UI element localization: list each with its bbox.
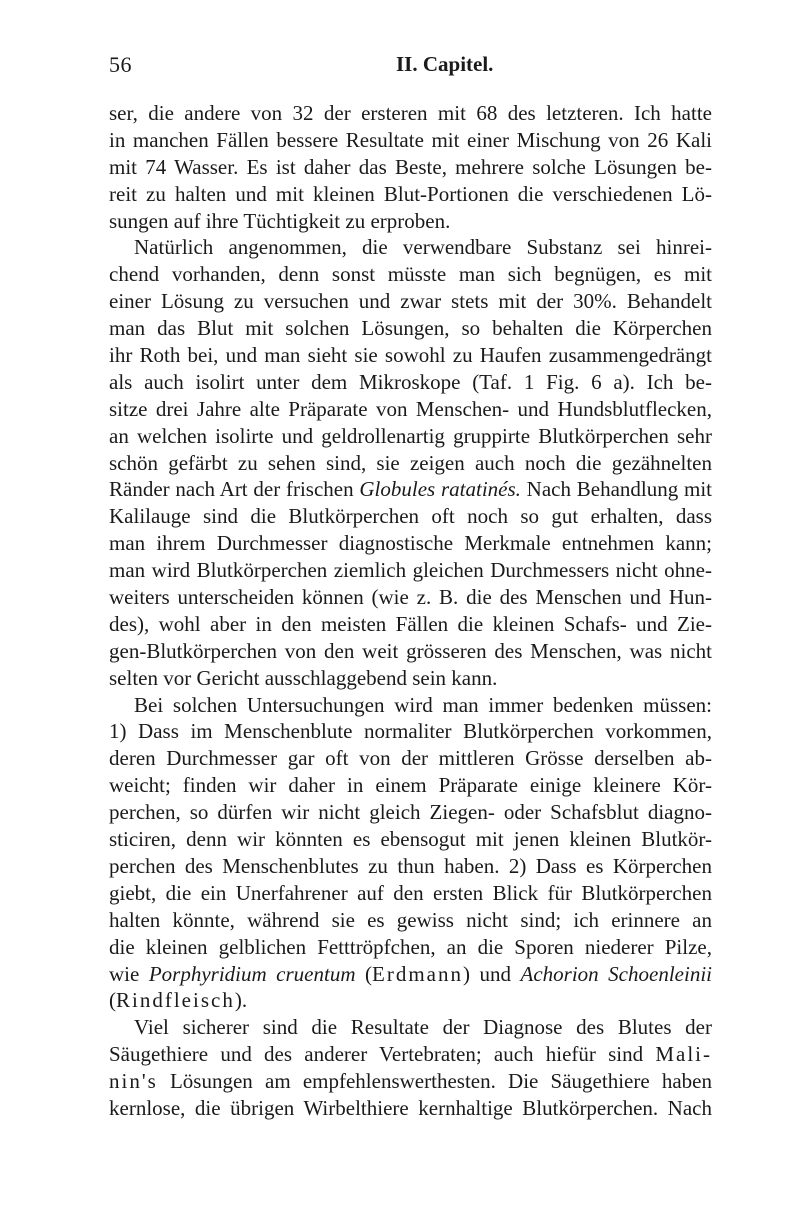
text-line (109, 799, 712, 826)
text-line (109, 1014, 712, 1041)
text-run: mit 74 Wasser. Es ist daher das Beste, mehrere solche Lösungen be- (109, 154, 712, 179)
running-head: II. Capitel. (396, 52, 494, 76)
text-run: sungen auf ihre Tüchtigkeit zu erproben. (109, 208, 451, 233)
italic-text: Globules ratatinés. (359, 477, 521, 502)
text-run: schön gefärbt zu sehen sind, sie zeigen auch noch die gezähnelten (109, 450, 712, 475)
text-line (109, 638, 712, 665)
text-run: gen-Blutkörperchen von den weit grösseren des Menschen, was nicht (109, 638, 712, 663)
italic-text: Porphyridium cruentum (148, 961, 356, 986)
text-run: kernlose, die übrigen Wirbelthiere kernhaltige Blutkörperchen. Nach (109, 1095, 712, 1120)
text-run: sitze drei Jahre alte Präparate von Menschen- und Hundsblutflecken, (109, 396, 712, 421)
text-run: man ihrem Durchmesser diagnostische Merkmale entnehmen kann; (109, 531, 712, 556)
text-line (109, 261, 712, 288)
text-run: weiters unterscheiden können (wie z. B. die des Menschen und Hun- (109, 585, 712, 610)
text-run: Nach Behandlung mit (520, 477, 712, 502)
text-run: deren Durchmesser gar oft von der mittleren Grösse derselben ab- (109, 746, 712, 771)
text-run: ) und (463, 961, 521, 986)
text-line (109, 476, 712, 503)
text-run: wie (109, 961, 149, 986)
italic-text: Achorion Schoenleinii (520, 961, 712, 986)
text-run: an welchen isolirte und geldrollenartig gruppirte Blutkörperchen sehr (109, 423, 712, 448)
text-line (109, 987, 712, 1014)
spaced-name: Rindfleisch (116, 988, 235, 1013)
text-line (109, 342, 712, 369)
text-run: ( (109, 988, 116, 1013)
text-line (109, 369, 712, 396)
text-line (109, 557, 712, 584)
text-line (109, 181, 712, 208)
text-run: selten vor Gericht ausschlaggebend sein kann. (109, 665, 498, 690)
text-line (109, 530, 712, 557)
page-header (109, 52, 711, 82)
page-number: 56 (109, 52, 132, 77)
text-line (109, 718, 712, 745)
text-run: Säugethiere und des anderer Vertebraten; auch hiefür sind (109, 1042, 656, 1067)
text-line (109, 234, 712, 261)
text-run: halten könnte, während sie es gewiss nicht sind; ich erinnere an (109, 907, 712, 932)
text-line (109, 745, 712, 772)
text-line (109, 584, 712, 611)
text-line (109, 1041, 712, 1068)
text-run: perchen, so dürfen wir nicht gleich Ziegen- oder Schafsblut diagno- (109, 800, 712, 825)
text-line (109, 853, 712, 880)
text-line (109, 1095, 712, 1122)
spaced-name: Mali- (655, 1042, 712, 1067)
text-line (109, 611, 712, 638)
text-run: perchen des Menschenblutes zu thun haben. 2) Dass es Körperchen (109, 853, 712, 878)
text-line (109, 288, 712, 315)
text-run: reit zu halten und mit kleinen Blut-Portionen die verschiedenen Lö- (109, 181, 712, 206)
text-line (109, 826, 712, 853)
text-line (109, 880, 712, 907)
text-run: Kalilauge sind die Blutkörperchen oft noch so gut erhalten, dass (109, 504, 712, 529)
text-line (109, 503, 712, 530)
spaced-name: Erdmann (372, 961, 463, 986)
text-run: Bei solchen Untersuchungen wird man immer bedenken müssen: (134, 692, 712, 717)
text-run: in manchen Fällen bessere Resultate mit einer Mischung von 26 Kali (109, 127, 712, 152)
text-run: Natürlich angenommen, die verwendbare Substanz sei hinrei- (134, 235, 712, 260)
text-run: man das Blut mit solchen Lösungen, so behalten die Körperchen (109, 316, 712, 341)
body-text (109, 100, 712, 1122)
text-run: 1) Dass im Menschenblute normaliter Blutkörperchen vorkommen, (109, 719, 712, 744)
text-line (109, 961, 712, 988)
text-run: ). (234, 988, 248, 1013)
text-run: Ränder nach Art der frischen (109, 477, 360, 502)
text-run: weicht; finden wir daher in einem Präparate einige kleinere Kör- (109, 773, 712, 798)
text-line (109, 450, 712, 477)
text-run: sticiren, denn wir könnten es ebensogut mit jenen kleinen Blutkör- (109, 827, 712, 852)
text-run: ser, die andere von 32 der ersteren mit 68 des letzteren. Ich hatte (109, 101, 712, 125)
spaced-name: nin's (109, 1069, 158, 1094)
text-run: giebt, die ein Unerfahrener auf den ersten Blick für Blutkörperchen (109, 880, 712, 905)
text-line (109, 907, 712, 934)
text-run: die kleinen gelblichen Fetttröpfchen, an die Sporen niederer Pilze, (109, 934, 712, 959)
text-run: man wird Blutkörperchen ziemlich gleichen Durchmessers nicht ohne- (109, 558, 712, 583)
text-line (109, 692, 712, 719)
text-line (109, 396, 712, 423)
text-line (109, 1068, 712, 1095)
text-run: einer Lösung zu versuchen und zwar stets mit der 30%. Behandelt (109, 289, 712, 314)
text-run: Viel sicherer sind die Resultate der Diagnose des Blutes der (134, 1015, 712, 1040)
text-line (109, 772, 712, 799)
text-run: chend vorhanden, denn sonst müsste man sich begnügen, es mit (109, 262, 712, 287)
text-line (109, 154, 712, 181)
text-line (109, 665, 712, 692)
text-line (109, 423, 712, 450)
text-line (109, 208, 712, 235)
text-run: Lösungen am empfehlenswerthesten. Die Säugethiere haben (157, 1069, 712, 1094)
text-run: ihr Roth bei, und man sieht sie sowohl zu Haufen zusammengedrängt (109, 343, 712, 368)
text-line (109, 100, 712, 127)
text-line (109, 315, 712, 342)
text-run: ( (355, 961, 373, 986)
text-line (109, 127, 712, 154)
text-run: als auch isolirt unter dem Mikroskope (Taf. 1 Fig. 6 a). Ich be- (109, 369, 712, 394)
text-run: des), wohl aber in den meisten Fällen die kleinen Schafs- und Zie- (109, 611, 712, 636)
text-line (109, 934, 712, 961)
